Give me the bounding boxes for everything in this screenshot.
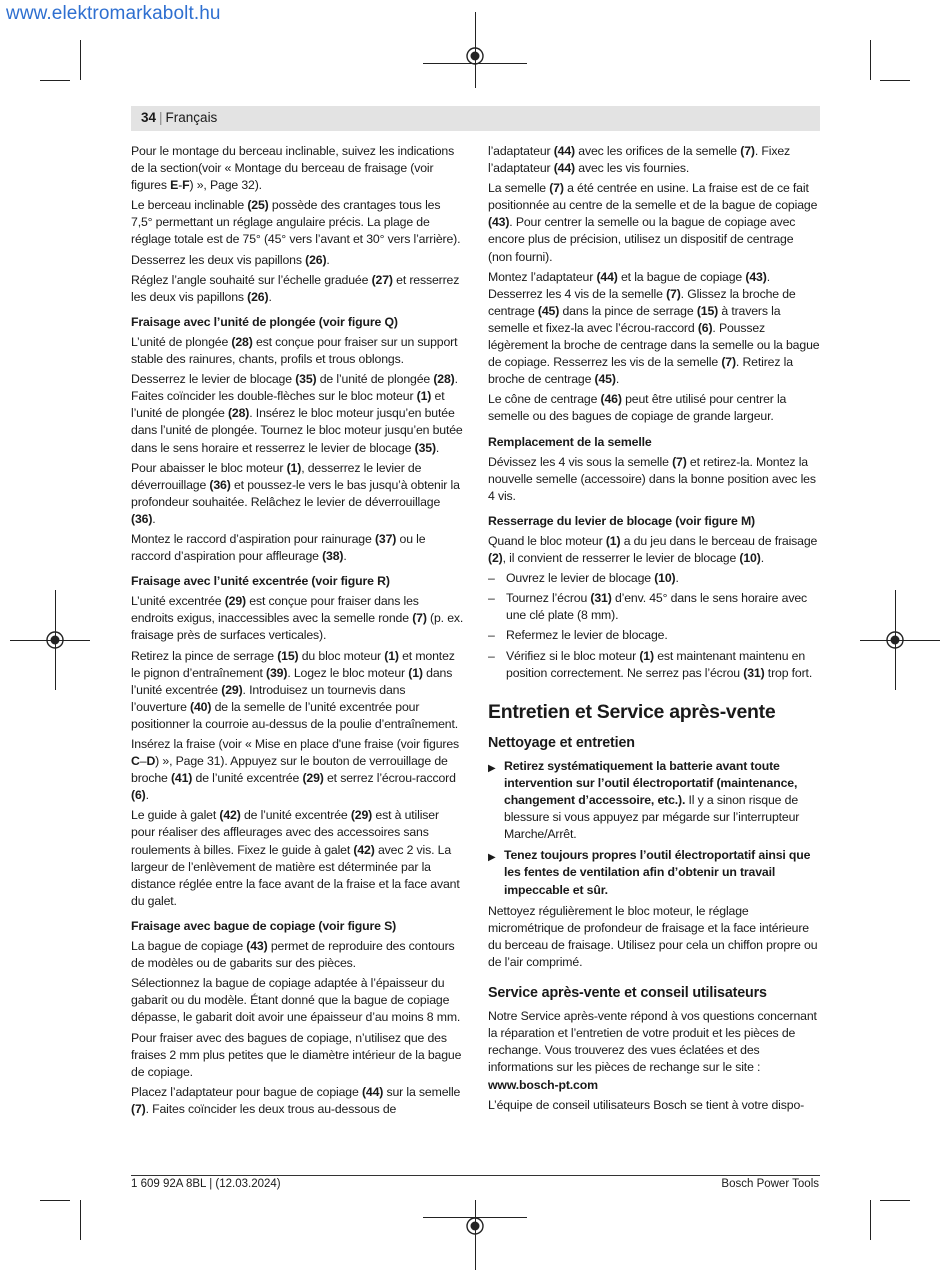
bold-reference: F	[182, 178, 190, 193]
bold-reference: (25)	[247, 198, 269, 213]
paragraph: Le berceau inclinable (25) possède des crantages tous les 7,5° permettant un réglage angulaire précis. La plage de réglage totale est de 75° (45° vers l’avant et 30° vers l’arrière).	[131, 198, 461, 247]
bold-reference: (1)	[416, 389, 432, 404]
bold-reference: (7)	[740, 144, 755, 158]
dash-bullet: –	[488, 591, 495, 606]
bold-reference: (35)	[414, 440, 436, 455]
bold-reference: (29)	[221, 682, 243, 697]
bold-reference: (7)	[721, 355, 736, 370]
crop-mark	[870, 1200, 871, 1240]
bold-reference: (10)	[739, 551, 761, 566]
paragraph-heading: Fraisage avec bague de copiage (voir figure S)	[131, 918, 397, 933]
registration-mark-icon	[464, 1215, 486, 1237]
bold-reference: (45)	[537, 303, 560, 318]
bold-reference: (7)	[672, 454, 687, 469]
paragraph: La bague de copiage (43) permet de reproduire des contours de modèles ou de gabarits sur des pièces.	[131, 939, 455, 971]
page-language: Français	[165, 110, 218, 125]
dash-bullet: –	[488, 628, 495, 643]
dash-item-text: Vérifiez si le bloc moteur (1) est maintenant maintenu en position correctement. Ne serrez pas l’écrou (31) trop fort.	[506, 648, 813, 680]
bold-reference: (44)	[361, 1084, 384, 1099]
bold-reference: (7)	[666, 286, 681, 301]
bold-reference: C	[131, 754, 140, 769]
triangle-bullet-icon: ▶	[488, 852, 496, 864]
bold-reference: (44)	[596, 269, 618, 284]
safety-instruction	[488, 758, 820, 843]
footer-rule	[131, 1175, 820, 1176]
dash-list-item	[488, 627, 820, 644]
paragraph: Insérez la fraise (voir « Mise en place d'une fraise (voir figures C–D) », Page 31). Appuyez sur le bouton de verrouillage de broche (41) de l’unité excentrée (29) et serrez l’écrou-raccord (6).	[131, 737, 460, 803]
bold-reference: (26)	[305, 252, 327, 267]
footer-brand: Bosch Power Tools	[721, 1178, 819, 1190]
bold-reference: (1)	[605, 533, 621, 548]
dash-item-text: Refermez le levier de blocage.	[506, 628, 668, 643]
paragraph: L’unité de plongée (28) est conçue pour fraiser sur un support stable des rainures, chants, profils et trous oblongs.	[131, 334, 458, 367]
bold-reference: (10)	[654, 571, 676, 586]
bold-reference: (29)	[224, 594, 246, 609]
bold-reference: (7)	[131, 1101, 146, 1116]
bold-reference: (2)	[488, 551, 503, 566]
bold-reference: (41)	[170, 771, 193, 786]
registration-mark-icon	[44, 629, 66, 651]
bold-reference: (31)	[743, 665, 765, 680]
bold-reference: (36)	[209, 477, 231, 492]
bold-reference: (28)	[231, 334, 253, 349]
section-title: Entretien et Service après-vente	[488, 700, 776, 723]
paragraph-heading: Fraisage avec l’unité excentrée (voir figure R)	[131, 574, 390, 589]
paragraph: Dévissez les 4 vis sous la semelle (7) et retirez-la. Montez la nouvelle semelle (accessoire) dans la bonne position avec les 4 vis.	[488, 454, 816, 503]
bold-reference: (15)	[277, 648, 299, 663]
paragraph: Desserrez les deux vis papillons (26).	[131, 252, 330, 267]
triangle-bullet-icon: ▶	[488, 762, 496, 774]
paragraph: L’équipe de conseil utilisateurs Bosch se tient à votre dispo-	[488, 1097, 805, 1112]
paragraph: La semelle (7) a été centrée en usine. La fraise est de ce fait positionnée au centre de la semelle et de la bague de copiage (43). Pour centrer la semelle ou la bague de copiage avec encore plus de précision, utilisez un dispositif de centrage (non fourni).	[488, 181, 818, 264]
safety-instruction	[488, 847, 820, 898]
safety-instruction-text: Retirez systématiquement la batterie avant toute intervention sur l’outil électroportatif (maintenance, changement d’accessoire, etc.). Il y a sinon risque de blessure si vous appuyez par mégarde sur l’interrupteur Marche/Arrêt.	[504, 758, 800, 842]
crop-mark	[880, 80, 910, 81]
right-column	[488, 143, 820, 1117]
paragraph: Pour fraiser avec des bagues de copiage, n’utilisez que des fraises 2 mm plus petites que le diamètre intérieur de la bague de copiage.	[131, 1030, 462, 1079]
bold-reference: (29)	[302, 771, 324, 786]
dash-list-item	[488, 648, 820, 682]
bold-reference: (26)	[247, 289, 269, 304]
bold-reference: Tenez toujours propres l’outil électroportatif ainsi que les fentes de ventilation afin d’obtenir un travail impeccable et sûr.	[504, 848, 811, 897]
paragraph: l’adaptateur (44) avec les orifices de la semelle (7). Fixez l’adaptateur (44) avec les vis fournies.	[488, 144, 791, 176]
paragraph: Montez l’adaptateur (44) et la bague de copiage (43). Desserrez les 4 vis de la semelle (7). Glissez la broche de centrage (45) dans la pince de serrage (15) à travers la semelle et fixez-la avec l’écrou-raccord (6). Poussez légèrement la broche de centrage dans la semelle ou la bague de copiage. Resserrez les vis de la semelle (7). Retirez la broche de centrage (45).	[488, 269, 820, 387]
dash-bullet: –	[488, 648, 495, 663]
bold-reference: (28)	[227, 406, 250, 421]
bold-reference: (44)	[553, 161, 576, 176]
bold-reference: (1)	[639, 648, 654, 663]
crop-mark	[40, 1200, 70, 1201]
bold-reference: (44)	[553, 144, 576, 158]
page-number: 34	[141, 110, 157, 125]
bold-reference: (35)	[295, 372, 317, 387]
bold-reference: (42)	[219, 808, 241, 823]
header-separator: |	[159, 110, 163, 125]
bold-reference: D	[146, 754, 156, 769]
subsection-title: Nettoyage et entretien	[488, 734, 635, 751]
paragraph: Le cône de centrage (46) peut être utilisé pour centrer la semelle ou des bagues de copiage de grande largeur.	[488, 392, 787, 424]
paragraph: Desserrez le levier de blocage (35) de l’unité de plongée (28). Faites coïncider les double-flèches sur le bloc moteur (1) et l’unité de plongée (28). Insérez le bloc moteur jusqu’en butée dans l’unité de plongée. Tournez le bloc moteur jusqu’en butée dans le sens horaire et resserrez le levier de blocage (35).	[131, 372, 463, 455]
bold-reference: (31)	[590, 591, 612, 606]
safety-instruction-text	[504, 847, 820, 898]
registration-mark-icon	[464, 45, 486, 67]
paragraph: Placez l’adaptateur pour bague de copiage (44) sur la semelle (7). Faites coïncider les deux trous au-dessous de	[131, 1084, 461, 1116]
paragraph: Pour abaisser le bloc moteur (1), desserrez le levier de déverrouillage (36) et poussez-le vers le bas jusqu’à obtenir la profondeur souhaitée. Relâchez le levier de déverrouillage (36).	[131, 460, 460, 526]
bold-reference: (1)	[408, 665, 423, 680]
paragraph: Réglez l’angle souhaité sur l’échelle graduée (27) et resserrez les deux vis papillons (26).	[131, 272, 460, 304]
crop-mark	[40, 80, 70, 81]
paragraph: Pour le montage du berceau inclinable, suivez les indications de la section(voir « Montage du berceau de fraisage (voir figures E-F) », Page 32).	[131, 144, 455, 193]
bold-reference: (42)	[353, 842, 375, 857]
watermark-link[interactable]: www.elektromarkabolt.hu	[6, 3, 221, 24]
left-column	[131, 143, 464, 1121]
bold-reference: (6)	[131, 788, 146, 803]
paragraph: Nettoyez régulièrement le bloc moteur, le réglage micrométrique de profondeur de fraisage et la face intérieure du berceau de fraisage. Utilisez pour cela un chiffon propre ou de l’air comprimé.	[488, 903, 818, 969]
paragraph: Le guide à galet (42) de l’unité excentrée (29) est à utiliser pour réaliser des affleurages avec des accessoires sans roulements à billes. Fixez le guide à galet (42) avec 2 vis. La largeur de l’enlèvement de matière est déterminée par la distance réglée entre la face avant de la fraise et la face avant du galet.	[131, 808, 460, 908]
bold-reference: www.bosch-pt.com	[488, 1077, 598, 1092]
paragraph: Sélectionnez la bague de copiage adaptée à l’épaisseur du gabarit ou du modèle. Étant donné que la bague de copiage dépasse, le gabarit doit avoir une épaisseur d’au moins 8 mm.	[131, 976, 461, 1025]
dash-list-item	[488, 570, 820, 587]
bold-reference: (15)	[696, 303, 719, 318]
bold-reference: (1)	[286, 460, 302, 475]
dash-list-item	[488, 590, 820, 624]
bold-reference: (27)	[371, 272, 393, 287]
bold-reference: (29)	[350, 808, 373, 823]
footer-doc-id: 1 609 92A 8BL | (12.03.2024)	[131, 1178, 281, 1190]
bold-reference: (43)	[745, 269, 767, 284]
crop-mark	[870, 40, 871, 80]
paragraph-heading: Resserrage du levier de blocage (voir figure M)	[488, 513, 755, 528]
bold-reference: (6)	[697, 320, 713, 335]
bold-reference: (43)	[488, 215, 510, 230]
paragraph: Montez le raccord d’aspiration pour rainurage (37) ou le raccord d’aspiration pour affleurage (38).	[131, 531, 426, 564]
crop-mark	[80, 40, 81, 80]
bold-reference: (43)	[246, 939, 268, 954]
bold-reference: (38)	[322, 549, 344, 564]
paragraph-heading: Remplacement de la semelle	[488, 434, 652, 449]
registration-mark-icon	[884, 629, 906, 651]
bold-reference: (45)	[594, 372, 616, 387]
bold-reference: (37)	[374, 531, 397, 546]
crop-mark	[80, 1200, 81, 1240]
crop-mark	[880, 1200, 910, 1201]
bold-reference: (28)	[433, 372, 455, 387]
dash-bullet: –	[488, 571, 495, 586]
page-header-band	[131, 106, 820, 131]
dash-item-text: Ouvrez le levier de blocage (10).	[506, 571, 679, 586]
bold-reference: (7)	[549, 181, 564, 196]
subsection-title: Service après-vente et conseil utilisateurs	[488, 985, 767, 1002]
paragraph: Notre Service après-vente répond à vos questions concernant la réparation et l’entretien de votre produit et les pièces de rechange. Vous trouverez des vues éclatées et des informations sur les pièces de rechange sur le site : www.bosch-pt.com	[488, 1009, 817, 1092]
bold-reference: (1)	[384, 648, 399, 663]
page-header	[141, 110, 217, 125]
bold-reference: (7)	[412, 611, 427, 626]
bold-reference: (36)	[131, 511, 153, 526]
dash-item-text: Tournez l’écrou (31) d’env. 45° dans le sens horaire avec une clé plate (8 mm).	[506, 591, 808, 623]
paragraph: Quand le bloc moteur (1) a du jeu dans le berceau de fraisage (2), il convient de resserrer le levier de blocage (10).	[488, 533, 818, 566]
bold-reference: (46)	[600, 392, 622, 407]
paragraph: Retirez la pince de serrage (15) du bloc moteur (1) et montez le pignon d’entraînement (39). Logez le bloc moteur (1) dans l’unité excentrée (29). Introduisez un tournevis dans l’ouverture (40) de la semelle de l’unité excentrée pour positionner la courroie au-dessus de la poulie d’entraînement.	[131, 648, 459, 731]
bold-reference: (40)	[190, 699, 212, 714]
bold-reference: E	[170, 178, 179, 193]
paragraph: L’unité excentrée (29) est conçue pour fraiser dans les endroits exigus, inaccessibles avec la semelle ronde (7) (p. ex. fraisage près de surfaces verticales).	[131, 594, 464, 643]
paragraph-heading: Fraisage avec l’unité de plongée (voir figure Q)	[131, 314, 398, 329]
bold-reference: (39)	[266, 665, 288, 680]
bold-reference: Retirez systématiquement la batterie avant toute intervention sur l’outil électroportatif (maintenance, changement d’accessoire, etc.).	[504, 758, 798, 808]
